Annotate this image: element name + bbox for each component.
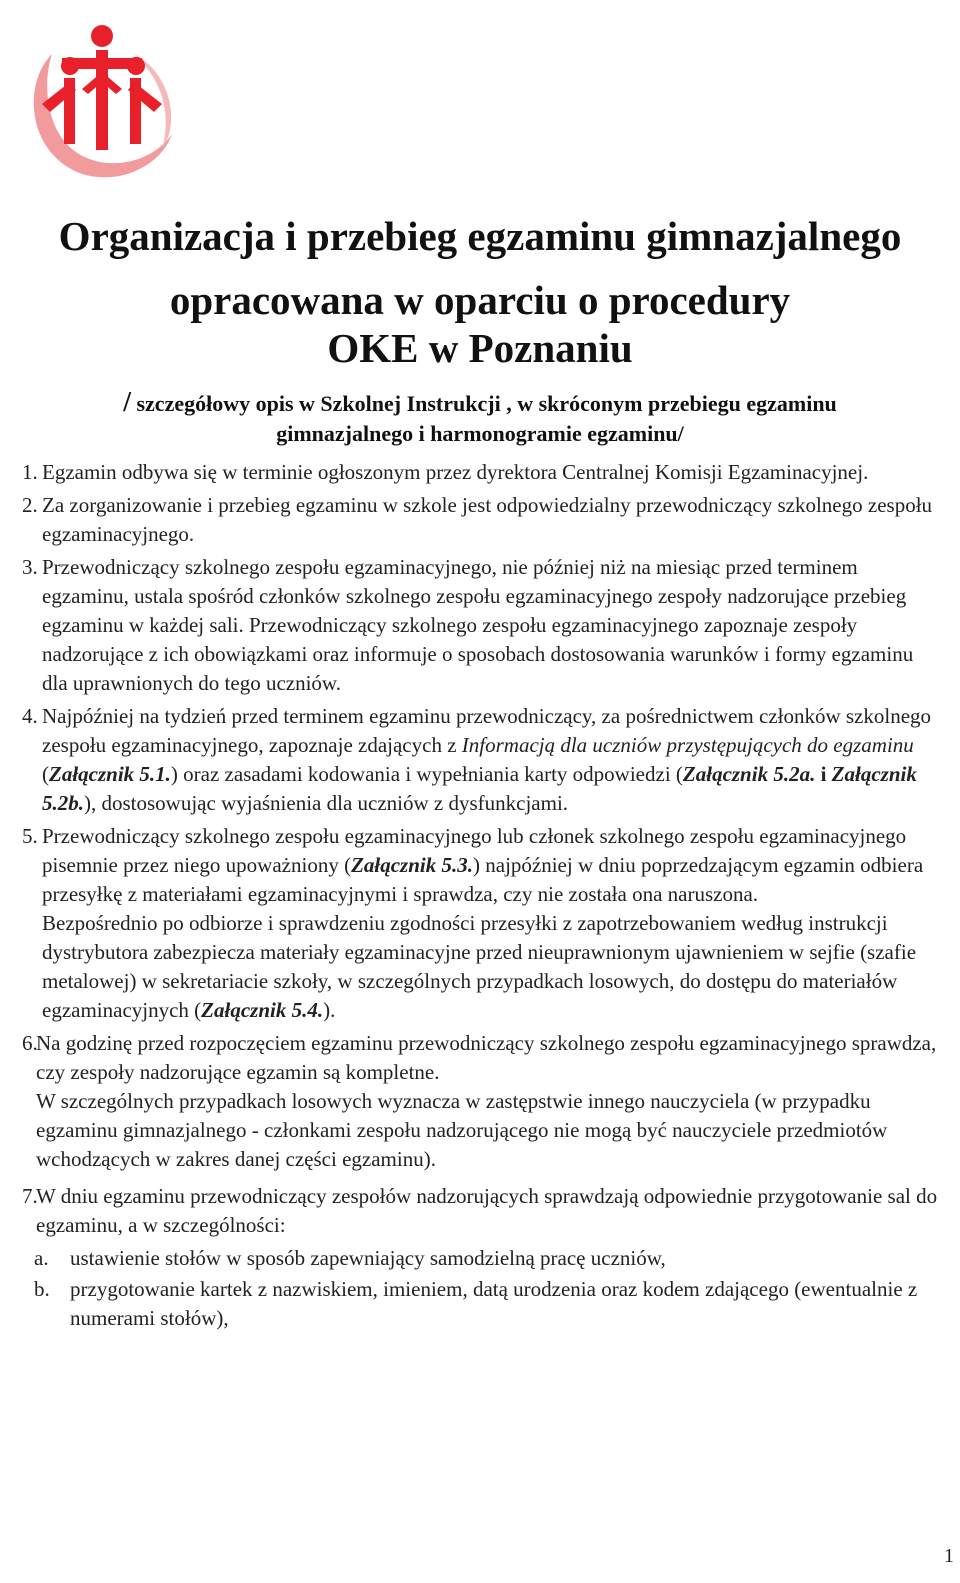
item-text: Za zorganizowanie i przebieg egzaminu w szkole jest odpowiedzialny przewodniczący szkolnego zespołu egzaminacyjnego. [42,493,933,546]
attachment-reference: Załącznik 5.3. [351,853,473,877]
item-number: 4. [22,704,38,728]
item-text: W szczególnych przypadkach losowych wyznacza w zastępstwie innego nauczyciela (w przypadku egzaminu gimnazjalnego - członkami zespołu nadzorującego nie mogą być nauczyciele przedmiotów wchodzących w zakres danej części egzaminu). [36,1089,888,1171]
sub-list-item [22,1244,942,1273]
document-subtitle [60,388,900,449]
item-text: Bezpośrednio po odbiorze i sprawdzeniu zgodności przesyłki z zapotrzebowaniem według instrukcji dystrybutora zabezpiecza materiały egzaminacyjne przed nieuprawnionym ujawnieniem w sejfie (szafie metalowej) w sekretariacie szkoły, w szczególnych przypadkach losowych, do dostępu do materiałów egzaminacyjnych ( [42,911,917,1022]
item-text: ) najpóźniej w dniu poprzedzającym egzamin odbiera przesyłkę z materiałami egzaminacyjnymi i sprawdza, czy nie została ona naruszona. [42,853,924,906]
item-number: 7. [22,1184,38,1208]
list-item [22,491,942,549]
subtitle-text: szczegółowy opis w Szkolnej Instrukcji , w skróconym przebiegu egzaminu gimnazjalnego i harmonogramie egzaminu/ [130,391,837,446]
item-text: ) oraz zasadami kodowania i wypełniania karty odpowiedzi ( [170,762,683,786]
document-title-line-2: opracowana w oparciu o procedury [169,277,791,323]
item-text: Przewodniczący szkolnego zespołu egzaminacyjnego lub członek szkolnego zespołu egzaminacyjnego pisemnie przez niego upoważniony ( [42,824,907,877]
attachment-reference: Załącznik 5.2a. [682,762,816,786]
list-item [22,553,942,698]
item-number: 6. [22,1031,38,1055]
item-number: 5. [22,824,38,848]
item-letter: a. [34,1246,49,1270]
document-title-line-1: Organizacja i przebieg egzaminu gimnazjalnego [58,213,902,259]
subtitle-slash: / [123,387,131,418]
list-item [22,1182,942,1240]
list-item [22,1029,942,1174]
item-text: Egzamin odbywa się w terminie ogłoszonym przez dyrektora Centralnej Komisji Egzaminacyjnej. [42,460,869,484]
item-text: ustawienie stołów w sposób zapewniający samodzielną pracę uczniów, [70,1246,666,1270]
attachment-reference: Załącznik 5.4. [201,998,324,1022]
item-text: Najpóźniej na tydzień przed terminem egzaminu przewodniczący, za pośrednictwem członków szkolnego zespołu egzaminacyjnego, zapoznaje zdających z [42,704,932,757]
item-text-bold: i [815,762,832,786]
organization-logo-icon [22,14,182,184]
list-item [22,702,942,818]
page-number: 1 [944,1545,954,1567]
item-number: 1. [22,460,38,484]
sub-list-item [22,1275,942,1333]
item-text: ). [323,998,336,1022]
item-text: W dniu egzaminu przewodniczący zespołów nadzorujących sprawdzają odpowiednie przygotowanie sal do egzaminu, a w szczególności: [36,1184,938,1237]
document-title-line-3: OKE w Poznaniu [327,325,633,371]
item-text: Na godzinę przed rozpoczęciem egzaminu przewodniczący szkolnego zespołu egzaminacyjnego sprawdza, czy zespoły nadzorujące egzamin są kompletne. [36,1031,937,1084]
document-body [22,458,942,1335]
attachment-reference: Załącznik 5.2b. [42,762,917,815]
item-text: ), dostosowując wyjaśnienia dla uczniów z dysfunkcjami. [84,791,569,815]
attachment-reference: Załącznik 5.1. [49,762,171,786]
list-item [22,458,942,487]
item-paragraph [42,909,942,1025]
item-text-italic: Informacją dla uczniów przystępujących do egzaminu [461,733,914,757]
item-number: 3. [22,555,38,579]
item-letter: b. [34,1277,50,1301]
item-number: 2. [22,493,38,517]
item-text: ( [42,762,49,786]
item-text: Przewodniczący szkolnego zespołu egzaminacyjnego, nie później niż na miesiąc przed terminem egzaminu, ustala spośród członków szkolnego zespołu egzaminacyjnego zespoły nadzorujące przebieg egzaminu w każdej sali. Przewodniczący szkolnego zespołu egzaminacyjnego zapoznaje zespoły nadzorujące z ich obowiązkami oraz informuje o sposobach dostosowania warunków i formy egzaminu dla uprawnionych do tego uczniów. [42,555,914,695]
list-item [22,822,942,1025]
item-text: przygotowanie kartek z nazwiskiem, imieniem, datą urodzenia oraz kodem zdającego (ewentualnie z numerami stołów), [70,1277,918,1330]
